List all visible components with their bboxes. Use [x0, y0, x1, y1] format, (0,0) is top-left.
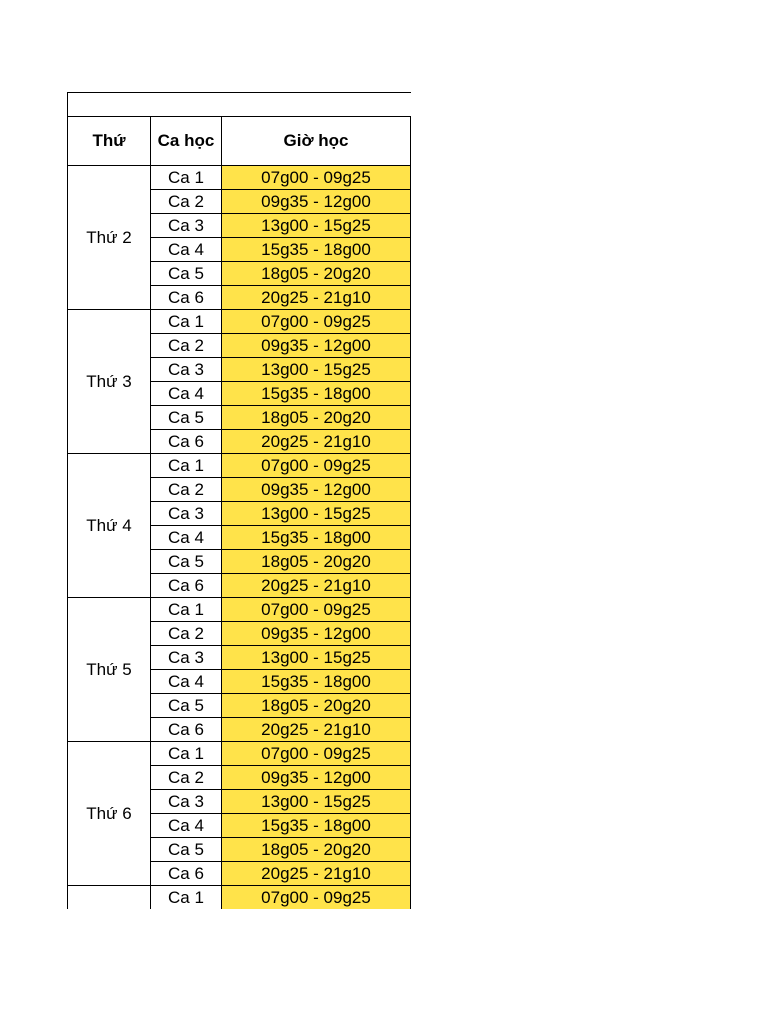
- time-cell: 18g05 - 20g20: [221, 693, 411, 717]
- shift-cell: Ca 6: [150, 717, 221, 741]
- time-cell: 18g05 - 20g20: [221, 261, 411, 285]
- schedule-sheet: [67, 92, 411, 909]
- time-cell: 09g35 - 12g00: [221, 189, 411, 213]
- time-cell: 07g00 - 09g25: [221, 741, 411, 765]
- shift-cell: Ca 1: [150, 309, 221, 333]
- shift-cell: Ca 3: [150, 645, 221, 669]
- shift-cell: Ca 1: [150, 597, 221, 621]
- time-cell: 09g35 - 12g00: [221, 765, 411, 789]
- time-cell: 07g00 - 09g25: [221, 309, 411, 333]
- time-cell: 07g00 - 09g25: [221, 165, 411, 189]
- shift-cell: Ca 5: [150, 837, 221, 861]
- time-cell: 13g00 - 15g25: [221, 789, 411, 813]
- shift-cell: Ca 3: [150, 213, 221, 237]
- schedule-table: [67, 116, 411, 909]
- shift-cell: Ca 4: [150, 669, 221, 693]
- header-day: Thứ: [67, 116, 150, 165]
- time-cell: 20g25 - 21g10: [221, 573, 411, 597]
- header-shift: Ca học: [150, 116, 221, 165]
- time-cell: 09g35 - 12g00: [221, 621, 411, 645]
- time-cell: 18g05 - 20g20: [221, 549, 411, 573]
- time-cell: 09g35 - 12g00: [221, 477, 411, 501]
- shift-cell: Ca 6: [150, 429, 221, 453]
- shift-cell: Ca 6: [150, 285, 221, 309]
- shift-cell: Ca 6: [150, 861, 221, 885]
- time-cell: 13g00 - 15g25: [221, 213, 411, 237]
- time-cell: 15g35 - 18g00: [221, 669, 411, 693]
- time-cell: 20g25 - 21g10: [221, 717, 411, 741]
- shift-cell: Ca 4: [150, 381, 221, 405]
- shift-cell: Ca 3: [150, 501, 221, 525]
- day-cell: Thứ 5: [67, 597, 150, 741]
- time-cell: 15g35 - 18g00: [221, 525, 411, 549]
- time-cell: 07g00 - 09g25: [221, 597, 411, 621]
- time-cell: 07g00 - 09g25: [221, 885, 411, 909]
- shift-cell: Ca 2: [150, 189, 221, 213]
- time-cell: 13g00 - 15g25: [221, 501, 411, 525]
- shift-cell: Ca 1: [150, 165, 221, 189]
- shift-cell: Ca 5: [150, 549, 221, 573]
- time-cell: 07g00 - 09g25: [221, 453, 411, 477]
- time-cell: 18g05 - 20g20: [221, 837, 411, 861]
- shift-cell: Ca 2: [150, 621, 221, 645]
- day-cell: Thứ 2: [67, 165, 150, 309]
- shift-cell: Ca 2: [150, 333, 221, 357]
- shift-cell: Ca 5: [150, 405, 221, 429]
- time-cell: 20g25 - 21g10: [221, 429, 411, 453]
- shift-cell: Ca 5: [150, 693, 221, 717]
- time-cell: 20g25 - 21g10: [221, 861, 411, 885]
- time-cell: 18g05 - 20g20: [221, 405, 411, 429]
- shift-cell: Ca 5: [150, 261, 221, 285]
- time-cell: 13g00 - 15g25: [221, 357, 411, 381]
- shift-cell: Ca 6: [150, 573, 221, 597]
- shift-cell: Ca 1: [150, 885, 221, 909]
- time-cell: 20g25 - 21g10: [221, 285, 411, 309]
- day-cell: Thứ 6: [67, 741, 150, 885]
- shift-cell: Ca 4: [150, 237, 221, 261]
- shift-cell: Ca 2: [150, 477, 221, 501]
- shift-cell: Ca 2: [150, 765, 221, 789]
- time-cell: 09g35 - 12g00: [221, 333, 411, 357]
- shift-cell: Ca 1: [150, 741, 221, 765]
- sheet-title-row: [67, 92, 411, 116]
- time-cell: 15g35 - 18g00: [221, 813, 411, 837]
- header-time: Giờ học: [221, 116, 411, 165]
- shift-cell: Ca 3: [150, 789, 221, 813]
- time-cell: 13g00 - 15g25: [221, 645, 411, 669]
- shift-cell: Ca 3: [150, 357, 221, 381]
- shift-cell: Ca 4: [150, 525, 221, 549]
- shift-cell: Ca 1: [150, 453, 221, 477]
- time-cell: 15g35 - 18g00: [221, 237, 411, 261]
- day-cell: Thứ 4: [67, 453, 150, 597]
- time-cell: 15g35 - 18g00: [221, 381, 411, 405]
- day-cell: Thứ 3: [67, 309, 150, 453]
- shift-cell: Ca 4: [150, 813, 221, 837]
- day-cell: [67, 885, 150, 909]
